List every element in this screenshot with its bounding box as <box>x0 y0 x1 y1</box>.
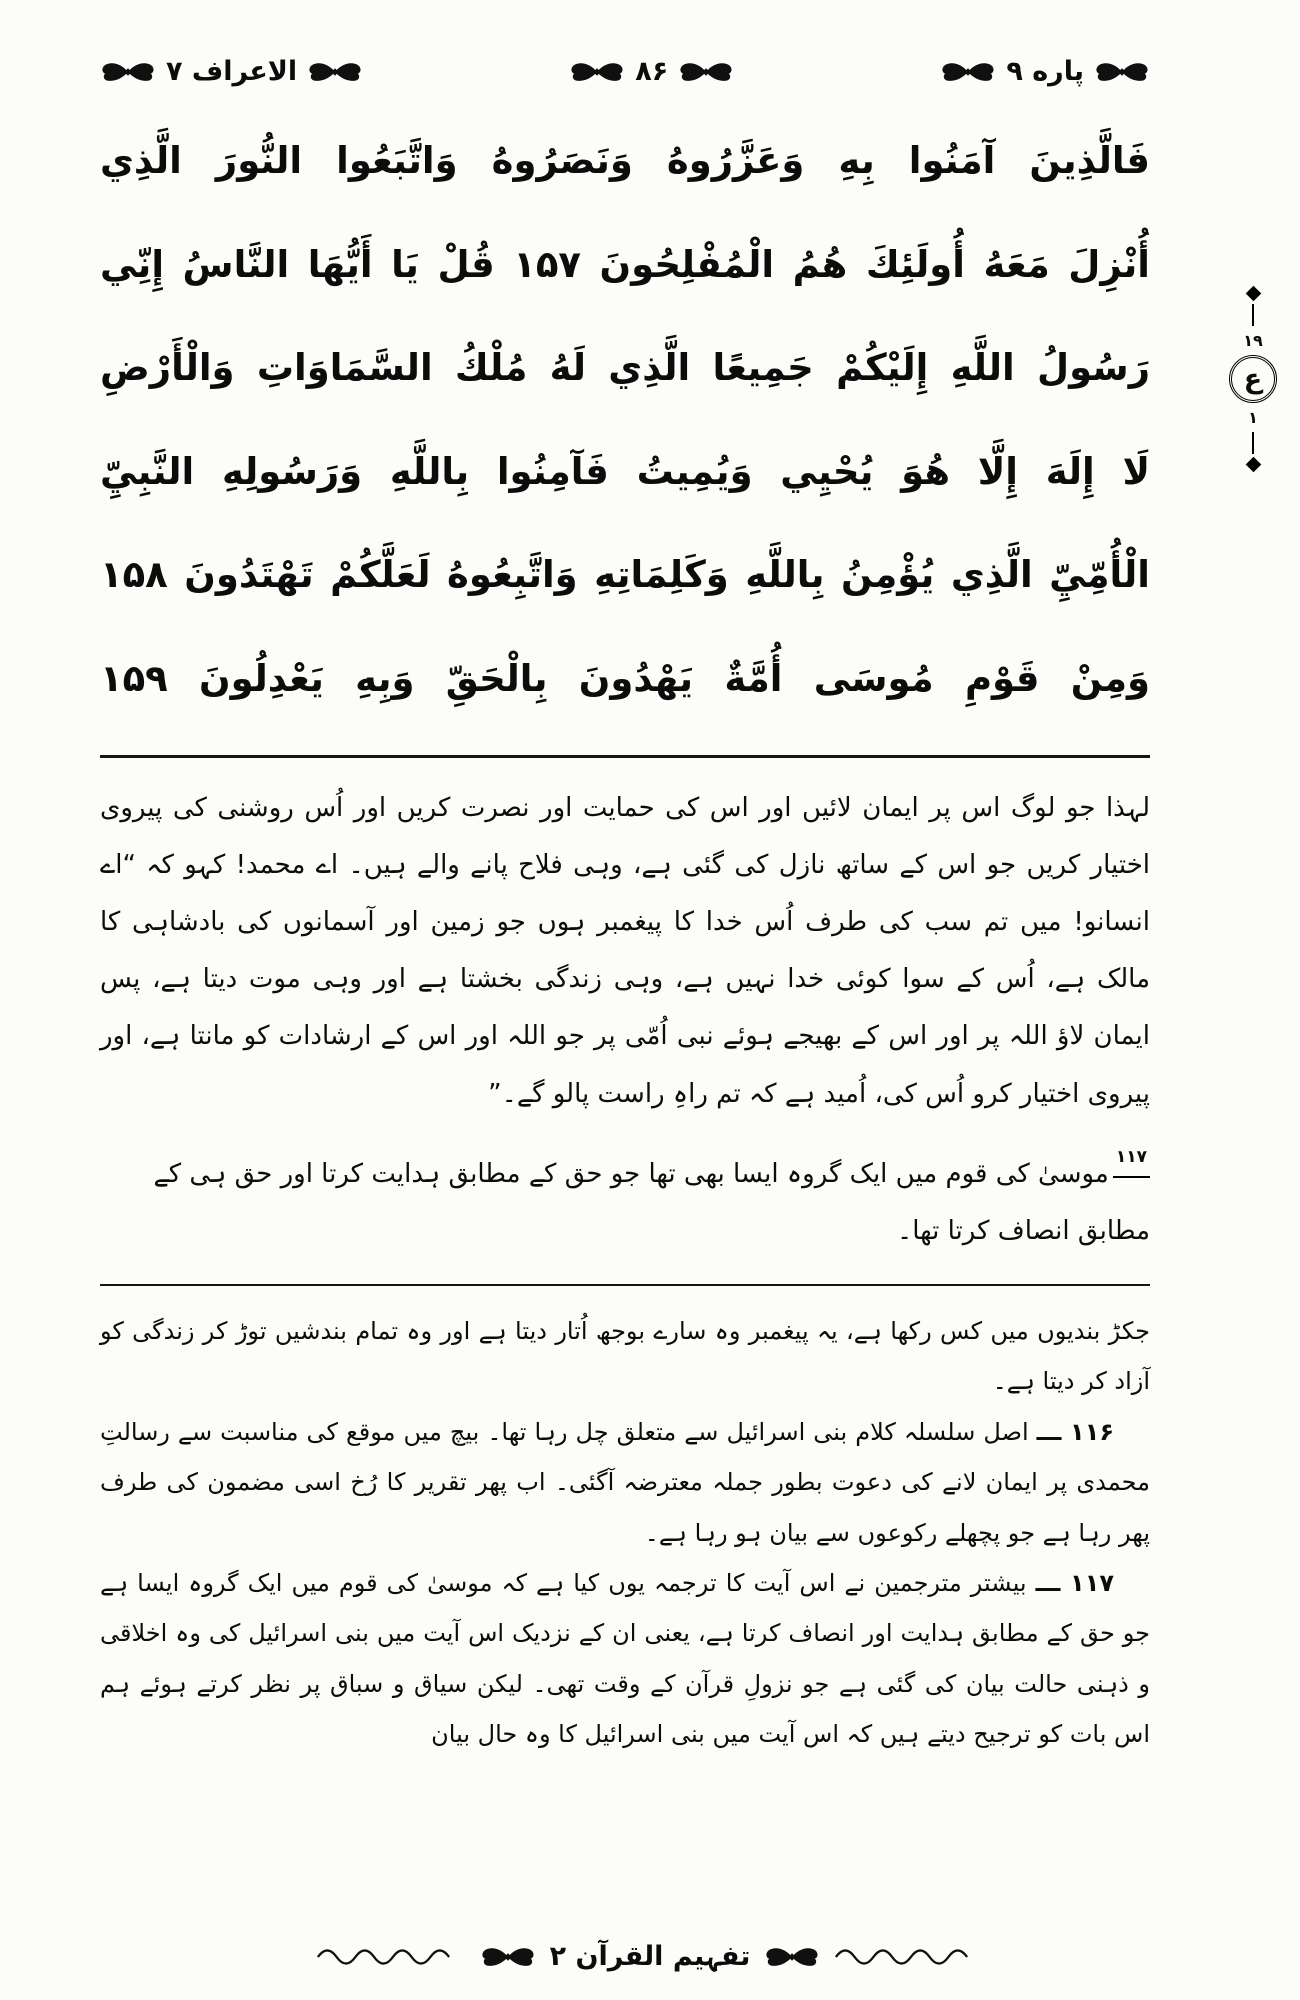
header-page-number <box>569 56 734 87</box>
ornament-stem <box>1252 432 1254 454</box>
para-number: پاره ۹ <box>1006 56 1084 87</box>
page-header <box>100 56 1150 87</box>
ornament-stem <box>1252 304 1254 326</box>
flourish-icon <box>678 59 734 85</box>
flourish-icon <box>764 1944 820 1970</box>
quran-line: لَا إِلَهَ إِلَّا هُوَ يُحْيِي وَيُمِيتُ فَآمِنُوا بِاللَّهِ وَرَسُولِهِ النَّبِيِّ <box>100 449 1150 493</box>
footnote-number: ۱۱۶ ـــ <box>1036 1417 1114 1446</box>
translation-block <box>100 780 1150 1261</box>
quran-line: أُنْزِلَ مَعَهُ أُولَئِكَ هُمُ الْمُفْلِحُونَ ۱۵۷ قُلْ يَا أَيُّهَا النَّاسُ إِنِّي <box>100 242 1150 286</box>
surah-name: الاعراف ۷ <box>166 56 298 87</box>
ruku-ayah-count: ۱ <box>1248 408 1258 428</box>
flourish-icon <box>1094 59 1150 85</box>
translation-paragraph-verse-159 <box>100 1139 1150 1260</box>
ruku-count: ۱۹ <box>1243 331 1263 350</box>
footnote-reference: ۱۱۷ <box>1113 1139 1150 1178</box>
quran-line: الْأُمِّيِّ الَّذِي يُؤْمِنُ بِاللَّهِ وَكَلِمَاتِهِ وَاتَّبِعُوهُ لَعَلَّكُمْ تَهْتَدُونَ ۱۵۸ <box>100 553 1150 597</box>
ain-letter: ع <box>1243 363 1263 395</box>
footnote-text: اصل سلسلہ کلام بنی اسرائیل سے متعلق چل رہا تھا۔ بیچ میں موقع کی مناسبت سے رسالتِ محمدی پر ایمان لانے کی دعوت بطور جملہ معترضہ آگئی۔ اب پھر تقریر کا رُخ اسی مضمون کی طرف پھر رہا ہے جو پچھلے رکوعوں سے بیان ہو رہا ہے۔ <box>100 1417 1150 1547</box>
quran-line: رَسُولُ اللَّهِ إِلَيْكُمْ جَمِيعًا الَّذِي لَهُ مُلْكُ السَّمَاوَاتِ وَالْأَرْضِ <box>100 346 1150 390</box>
footnote-117 <box>100 1558 1150 1760</box>
translation-text: موسیٰ کی قوم میں ایک گروہ ایسا بھی تھا جو حق کے مطابق ہدایت کرتا اور حق ہی کے مطابق انصاف کرتا تھا۔ <box>153 1158 1150 1246</box>
ornament-diamond-icon <box>1245 286 1261 302</box>
flourish-icon <box>569 59 625 85</box>
footnote-text: بیشتر مترجمین نے اس آیت کا ترجمہ یوں کیا ہے کہ موسیٰ کی قوم میں ایک گروہ ایسا ہے جو حق کے مطابق ہدایت اور انصاف کرتا ہے، یعنی ان کے نزدیک اس آیت میں بنی اسرائیل کی وہ اخلاقی و ذہنی حالت بیان کی گئی ہے جو نزولِ قرآن کے وقت تھی۔ لیکن سیاق و سباق پر نظر کرتے ہوئے ہم اس بات کو ترجیح دیتے ہیں کہ اس آیت میں بنی اسرائیل کا وہ حال بیان <box>100 1569 1150 1749</box>
book-title: تفہیم القرآن ۲ <box>549 1941 751 1972</box>
footnote-divider <box>100 1284 1150 1286</box>
ornament-diamond-icon <box>1245 457 1261 473</box>
footnote-number: ۱۱۷ ـــ <box>1035 1569 1114 1598</box>
wavy-rule-icon <box>316 1947 466 1967</box>
header-para-label <box>940 56 1150 87</box>
footnotes-block <box>100 1306 1150 1760</box>
page-number: ۸۶ <box>635 56 669 87</box>
flourish-icon <box>940 59 996 85</box>
page-footer <box>0 1941 1300 1972</box>
ruku-ain-badge <box>1229 355 1277 403</box>
footnote-continuation: جکڑ بندیوں میں کس رکھا ہے، یہ پیغمبر وہ سارے بوجھ اُتار دیتا ہے اور وہ تمام بندشیں توڑ کر زندگی کو آزاد کر دیتا ہے۔ <box>100 1317 1150 1396</box>
flourish-icon <box>307 59 363 85</box>
quran-line: وَمِنْ قَوْمِ مُوسَى أُمَّةٌ يَهْدُونَ بِالْحَقِّ وَبِهِ يَعْدِلُونَ ۱۵۹ <box>100 656 1150 700</box>
header-surah-label <box>100 56 363 87</box>
wavy-rule-icon <box>834 1947 984 1967</box>
section-divider <box>100 755 1150 758</box>
footnote-116 <box>100 1407 1150 1558</box>
translation-paragraph: لہذا جو لوگ اس پر ایمان لائیں اور اس کی حمایت اور نصرت کریں اور اُس روشنی کی پیروی اختیار کریں جو اس کے ساتھ نازل کی گئی ہے، وہی فلاح پانے والے ہیں۔ اے محمد! کہو کہ “اے انسانو! میں تم سب کی طرف اُس خدا کا پیغمبر ہوں جو زمین اور آسمانوں کی بادشاہی کا مالک ہے، اُس کے سوا کوئی خدا نہیں ہے، وہی زندگی بخشتا ہے اور وہی موت دیتا ہے، پس ایمان لاؤ اللہ پر اور اس کے بھیجے ہوئے نبی اُمّی پر جو اللہ اور اس کے ارشادات کو مانتا ہے، اور پیروی اختیار کرو اُس کی، اُمید ہے کہ تم راہِ راست پالو گے۔” <box>100 792 1150 1109</box>
flourish-icon <box>480 1944 536 1970</box>
ruku-marker <box>1220 288 1286 470</box>
flourish-icon <box>100 59 156 85</box>
quran-line: فَالَّذِينَ آمَنُوا بِهِ وَعَزَّرُوهُ وَنَصَرُوهُ وَاتَّبَعُوا النُّورَ الَّذِي <box>100 139 1150 182</box>
quran-text-block <box>100 109 1150 731</box>
